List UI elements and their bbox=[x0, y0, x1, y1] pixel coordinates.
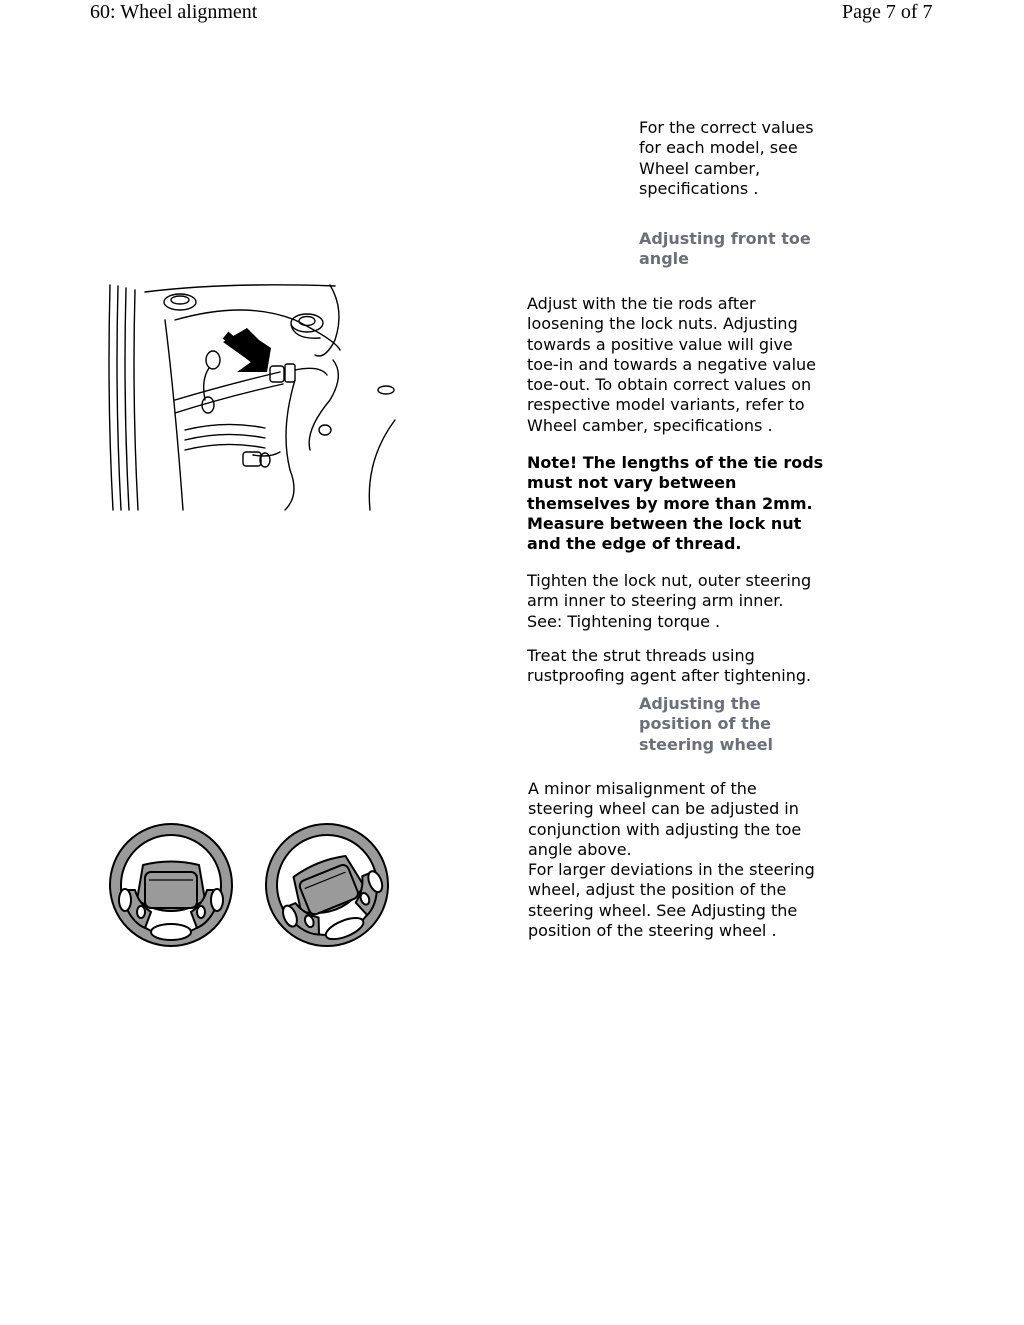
toe-paragraph: Adjust with the tie rods after loosening the lock nuts. Adjusting towards a positive value will give toe-in and towards a negative value toe-out. To obtain correct values on respective model variants, refer to Wheel camber, specifications . bbox=[527, 294, 817, 435]
heading-adjusting-toe: Adjusting front toe angle bbox=[639, 229, 811, 269]
note-paragraph: Note! The lengths of the tie rods must not vary between themselves by more than 2mm. Measure between the lock nut and the edge of thread. bbox=[527, 453, 824, 554]
intro-text: For the correct values for each model, see Wheel camber, specifications . bbox=[639, 118, 814, 198]
header-page-number: Page 7 of 7 bbox=[842, 1, 933, 23]
steering-wheels-illustration bbox=[105, 820, 395, 950]
treat-paragraph: Treat the strut threads using rustproofing agent after tightening. bbox=[527, 646, 812, 686]
header-title: 60: Wheel alignment bbox=[90, 1, 258, 23]
heading-adjusting-wheel: Adjusting the position of the steering wheel bbox=[639, 694, 774, 754]
wheel-paragraph: A minor misalignment of the steering wheel can be adjusted in conjunction with adjusting the toe angle above. For larger deviations in the steering wheel, adjust the position of the steering wheel. See Adjusting the position of the steering wheel . bbox=[528, 779, 815, 941]
tie-rod-illustration bbox=[105, 280, 405, 515]
tighten-paragraph: Tighten the lock nut, outer steering arm inner to steering arm inner. See: Tightening torque . bbox=[527, 571, 812, 631]
